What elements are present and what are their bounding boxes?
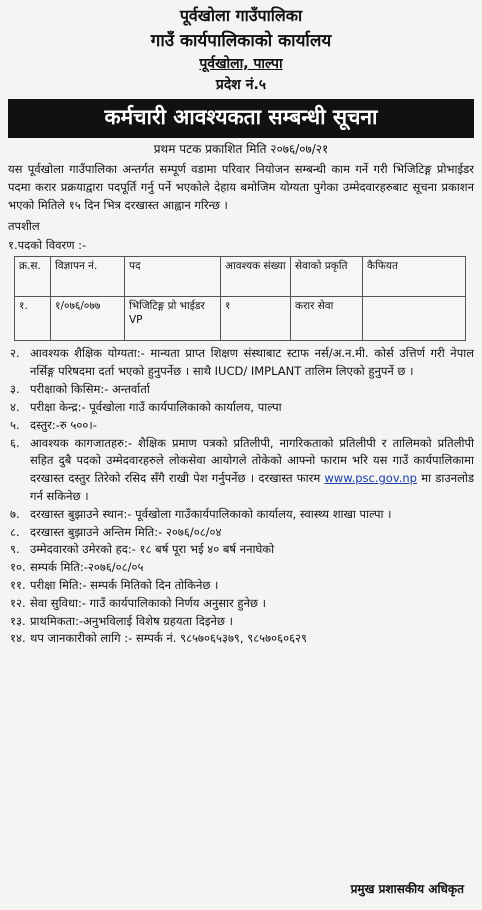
post-table — [14, 256, 466, 341]
list-item — [8, 524, 474, 542]
cell-advert-no: १/०७६/०७७ — [51, 297, 125, 341]
item-text: सम्पर्क मिति:-२०७६/०८/०५ — [30, 560, 144, 575]
publish-date: प्रथम पटक प्रकाशित मिति २०७६/०७/२१ — [153, 141, 329, 156]
item-text: दरखास्त बुझाउने स्थान:- पूर्वखोला गाउँकार्यपालिकाको कार्यालय, स्वास्थ्य शाखा पाल्पा । — [30, 506, 392, 521]
col-advert-no: विज्ञापन नं. — [51, 257, 125, 297]
item-text: प्राथमिकता:-अनुभविलाई विशेष ग्रहयता दिइनेछ । — [30, 613, 233, 628]
list-item — [8, 630, 474, 648]
list-item — [8, 417, 474, 435]
list-item — [8, 399, 474, 417]
table-row — [15, 297, 466, 341]
item-number: ४. — [10, 399, 20, 414]
item-text: परीक्षाको किसिम:- अन्तर्वार्ता — [30, 382, 150, 397]
col-post: पद — [125, 257, 221, 297]
item-text: दरखास्त बुझाउने अन्तिम मिति:- २०७६/०८/०४ — [30, 524, 222, 539]
col-required-count: आवश्यक संख्या — [221, 257, 291, 297]
col-remarks: कैफियत — [363, 257, 466, 297]
item-number: ३. — [10, 382, 20, 397]
office-header — [8, 6, 474, 94]
item-number: १२. — [10, 595, 26, 610]
list-item — [8, 541, 474, 559]
item-number: ७. — [10, 506, 20, 521]
item-number: १३. — [10, 613, 26, 628]
item-text: थप जानकारीको लागि :- सम्पर्क नं. ९८५७०६५३७९, ९८५७०६०६२९ — [30, 631, 308, 646]
office-location: पूर्वखोला, पाल्पा — [199, 55, 283, 72]
col-service-nature: सेवाको प्रकृति — [291, 257, 363, 297]
item-text: परीक्षा केन्द्र:- पूर्वखोला गाउँ कार्यपालिकाको कार्यालय, पाल्पा — [30, 399, 282, 414]
province: प्रदेश नं.५ — [215, 77, 267, 94]
item-number: १४. — [10, 631, 26, 646]
psc-website-link[interactable]: www.psc.gov.np — [324, 471, 417, 486]
post-details-label: १.पदको विवरण :- — [8, 237, 87, 252]
list-item — [8, 435, 474, 506]
cell-service-nature: करार सेवा — [291, 297, 363, 341]
item-number: ११. — [10, 578, 26, 593]
list-item — [8, 506, 474, 524]
tapsil-label: तपशील — [8, 218, 40, 233]
list-item — [8, 595, 474, 613]
detail-items — [8, 345, 474, 648]
item-text — [30, 435, 474, 506]
list-item — [8, 381, 474, 399]
list-item — [8, 345, 474, 381]
item-text: दस्तुर:-रु ५००।- — [30, 417, 97, 432]
item-number: ६. — [10, 435, 20, 450]
municipality-name: पूर्वखोला गाउँपालिका — [179, 6, 303, 25]
cell-post: भिजिटिङ्ग प्रो भाईडर VP — [125, 297, 221, 341]
cell-sn: १. — [15, 297, 51, 341]
item-number: १०. — [10, 560, 26, 575]
notice-title: कर्मचारी आवश्यकता सम्बन्धी सूचना — [8, 99, 474, 137]
table-header-row — [15, 257, 466, 297]
col-sn: क्र.स. — [15, 257, 51, 297]
documents-tail: मा डाउनलोड गर्न सकिनेछ । — [30, 471, 475, 503]
list-item — [8, 613, 474, 631]
item-text: परीक्षा मिति:- सम्पर्क मितिको दिन तोकिनेछ । — [30, 578, 219, 593]
office-name: गाउँ कार्यपालिकाको कार्यालय — [150, 30, 332, 51]
signature-title: प्रमुख प्रशासकीय अधिकृत — [350, 882, 464, 897]
item-text: आवश्यक शैक्षिक योग्यता:- मान्यता प्राप्त शिक्षण संस्थाबाट स्टाफ नर्स/अ.न.मी. कोर्स उत्तिर्ण गरी नेपाल नर्सिङ्ग परिषदमा दर्ता भएको हुनुपर्नेछ । साथै IUCD/ IMPLANT तालिम लिएको हुनुपर्ने छ । — [30, 346, 474, 379]
cell-required-count: १ — [221, 297, 291, 341]
item-number: ८. — [10, 524, 20, 539]
item-number: ९. — [10, 542, 20, 557]
item-text: सेवा सुविधा:- गाउँ कार्यपालिकाको निर्णय अनुसार हुनेछ । — [30, 595, 266, 610]
item-number: ५. — [10, 417, 20, 432]
list-item — [8, 577, 474, 595]
documents-text: आवश्यक कागजातहरु:- शैक्षिक प्रमाण पत्रको प्रतिलीपी, नागरिकताको प्रतिलीपी र तालिमको प्रतिलीपी सहित दुबै पदको उम्मेदवारहरुले लोकसेवा आयोगले तोकेको आफ्नो फाराम भरि यस गाउँ कार्यपालिकामा दरखास्त दस्तुर तिरेको रसिद सँगै राखी पेश गर्नुपर्नेछ । दरखास्त फारम — [30, 435, 474, 486]
item-text: उम्मेदवारको उमेरको हद:- १८ बर्ष पूरा भई ४० बर्ष ननाघेको — [30, 542, 275, 557]
item-number: २. — [10, 346, 20, 361]
list-item — [8, 559, 474, 577]
intro-paragraph: यस पूर्वखोला गाउँपालिका अन्तर्गत सम्पूर्ण वडामा परिवार नियोजन सम्बन्धी काम गर्ने गरी भिजिटिङ्ग प्रोभाईडर पदमा करार प्रक्रयाद्वारा पदपूर्ति गर्नु पर्ने भएकोले देहाय बमोजिम योग्यता पुगेका उम्मेदवारहरुबाट सूचना प्रकाशन भएको मितिले १५ दिन भित्र दरखास्त आह्वान गरिन्छ । — [8, 162, 474, 212]
cell-remarks — [363, 297, 466, 341]
